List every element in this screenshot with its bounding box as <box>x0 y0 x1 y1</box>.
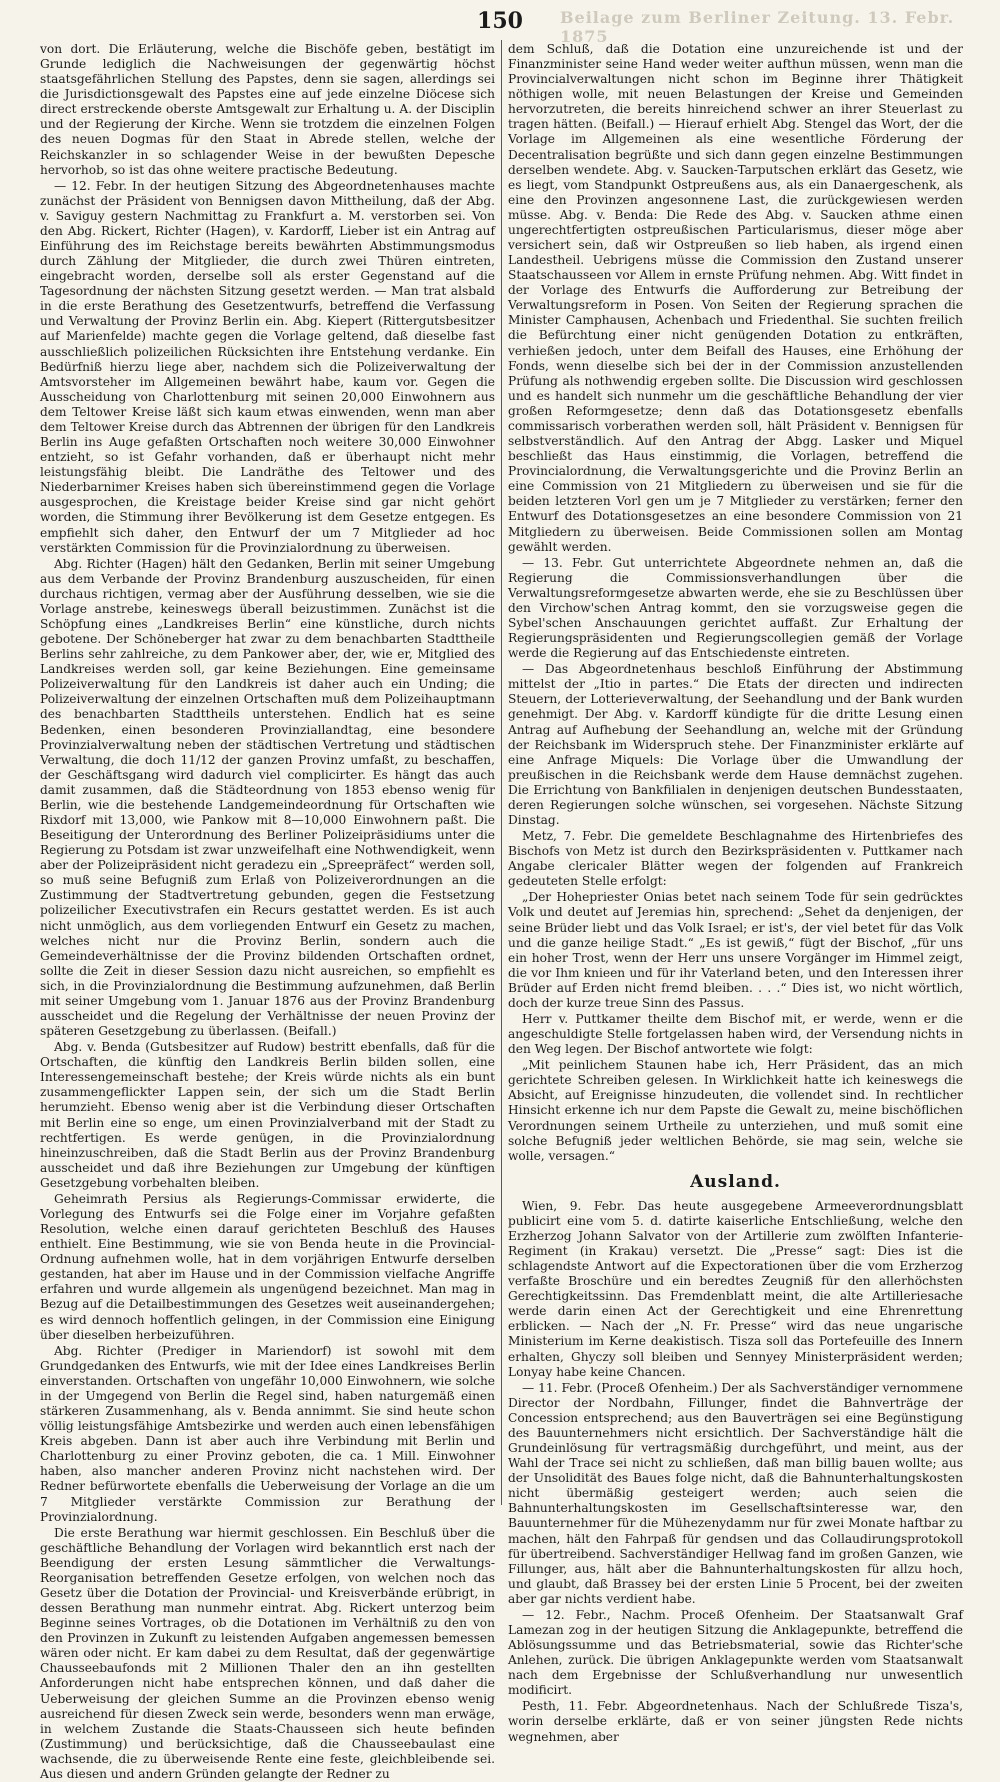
right-paragraph: — 13. Febr. Gut unterrichtete Abgeordnete nehmen an, daß die Regierung die Commissionsverhandlungen über die Verwaltungsreformgesetze abwarten werde, ehe sie zu Beschlüssen über den Virchow'schen Antrag kommt, den sie vorzugsweise gegen die Sybel'schen Anschauungen gerichtet auffaßt. Zur Erhaltung der Regierungspräsidenten und Regierungscollegien gemäß der Vorlage werde die Regierung auf das Entschiedenste eintreten. <box>508 555 963 661</box>
right-paragraph: Herr v. Puttkamer theilte dem Bischof mit, er werde, wenn er die angeschuldigte Stelle fortgelassen haben wird, der Versendung nichts in den Weg legen. Der Bischof antwortete wie folgt: <box>508 1012 963 1057</box>
right-paragraph: Metz, 7. Febr. Die gemeldete Beschlagnahme des Hirtenbriefes des Bischofs von Metz ist durch den Bezirkspräsidenten v. Puttkamer nach Angabe clericaler Blätter wegen der folgenden auf Frankreich gedeuteten Stelle erfolgt: <box>508 829 963 889</box>
left-paragraph: Abg. Richter (Prediger in Mariendorf) ist sowohl mit dem Grundgedanken des Entwurfs, wie mit der Idee eines Landkreises Berlin einverstanden. Ortschaften von ungefähr 10,000 Einwohnern, wie solche in der Umgegend von Berlin die Regel sind, haben naturgemäß einen stärkeren Zusammenhang, als v. Benda annimmt. Sie sind heute schon völlig leistungsfähige Amtsbezirke und werden auch einen lebensfähigen Kreis abgeben. Dann ist aber auch ihre Verbindung mit Berlin und Charlottenburg zu einer Provinz geboten, die ca. 1 Mill. Einwohner haben, also mancher anderen Provinz nicht nachstehen wird. Der Redner befürwortete ebenfalls die Ueberweisung der Vorlage an die um 7 Mitglieder verstärkte Commission zur Berathung der Provinzialordnung. <box>40 1343 495 1524</box>
right-column <box>508 42 963 1744</box>
right-paragraph: dem Schluß, daß die Dotation eine unzureichende ist und der Finanzminister seine Hand weder weiter aufthun müssen, wenn man die Provincialverwaltungen nicht schon im Beginne ihrer Thätigkeit nöthigen wolle, mit neuen Belastungen der Kreise und Gemeinden hervorzutreten, die bereits hinreichend schwer an ihrer Steuerlast zu tragen hätten. (Beifall.) — Hierauf erhielt Abg. Stengel das Wort, der die Vorlage im Allgemeinen als eine wesentliche Förderung der Decentralisation begrüßte und sich dann gegen einzelne Bestimmungen derselben wendete. Abg. v. Saucken-Tarputschen erklärt das Gesetz, wie es liegt, vom Standpunkt Ostpreußens aus, als ein Danaergeschenk, als eine den Provinzen angesonnene Last, die zurückgewiesen werden müsse. Abg. v. Benda: Die Rede des Abg. v. Saucken athme einen ungerechtfertigten ostpreußischen Particularismus, dieser möge aber versichert sein, daß wir Ostpreußen so lieb haben, als irgend einen Landestheil. Uebrigens müsse die Commission den Zustand unserer Staatschausseen vor Allem in ernste Prüfung nehmen. Abg. Witt findet in der Vorlage des Entwurfs die Aufforderung zur Betreibung der Verwaltungsreform in Posen. Von Seiten der Regierung sprachen die Minister Camphausen, Achenbach und Friedenthal. Sie suchten freilich die Befürchtung einer nicht genügenden Dotation zu entkräften, verhießen jedoch, unter dem Beifall des Hauses, eine Erhöhung der Fonds, wenn dieselbe sich bei der in der Commission anzustellenden Prüfung als nothwendig ergeben sollte. Die Discussion wird geschlossen und es handelt sich nunmehr um die geschäftliche Behandlung der vier großen Reformgesetze; denn daß das Dotationsgesetz ebenfalls commissarisch vorberathen werden soll, hält Präsident v. Bennigsen für selbstverständlich. Auf den Antrag der Abgg. Lasker und Miquel beschließt das Haus einstimmig, die Vorlagen, betreffend die Provincialordnung, die Verwaltungsgerichte und die Provinz Berlin an eine Commission von 21 Mitgliedern zu überweisen und sie für die beiden letzteren Vorl gen um je 7 Mitglieder zu verstärken; ferner den Entwurf des Dotationsgesetzes an eine besondere Commission von 21 Mitgliedern zu überweisen. Beide Commissionen sollen am Montag gewählt werden. <box>508 42 963 554</box>
section-heading-ausland: Ausland. <box>690 1171 781 1192</box>
ausland-paragraph: — 12. Febr., Nachm. Proceß Ofenheim. Der Staatsanwalt Graf Lamezan zog in der heutigen Sitzung die Anklagepunkte, betreffend die Ablösungssumme und das Betriebsmaterial, sowie das Richter'sche Anlehen, zurück. Die übrigen Anklagepunkte werden vom Staatsanwalt nach dem Ergebnisse der Schlußverhandlung nur unwesentlich modificirt. <box>508 1607 963 1698</box>
ausland-paragraph: — 11. Febr. (Proceß Ofenheim.) Der als Sachverständiger vernommene Director der Nordbahn, Fillunger, findet die Bahnverträge der Concession entsprechend; aus den Bauverträgen sei eine Begünstigung des Bauunternehmers nicht ersichtlich. Der Sachverständige hält die Grundeinlösung für vertragsmäßig durchgeführt, und meint, aus der Wahl der Trace sei nicht zu schließen, daß man billig bauen wollte; aus der Unsolidität des Baues folge nicht, daß die Bahnunterhaltungskosten nicht übermäßig gesteigert werden; auch seien die Bahnunterhaltungskosten im Gesellschaftsinteresse war, den Bauunternehmer für die Mühezenydamm nur für zwei Monate haftbar zu machen, hält den Fahrpaß für gendsen und das Collaudirungsprotokoll für übertreibend. Sachverständiger Hellwag fand im großen Ganzen, wie Fillunger, aus, hält aber die Bahnunterhaltungskosten für allzu hoch, und glaubt, daß Brassey bei der ersten Linie 5 Procent, bei der zweiten aber gar nichts verdient habe. <box>508 1380 963 1606</box>
left-paragraph: von dort. Die Erläuterung, welche die Bischöfe geben, bestätigt im Grunde lediglich die Nachweisungen der gegenwärtig höchst staatsgefährlichen Stellung des Papstes, denn sie sagen, allerdings sei die Jurisdictionsgewalt des Papstes eine auf jede einzelne Diöcese sich direct erstreckende oberste Amtsgewalt zur Erhaltung u. A. der Disciplin und der Regierung der Kirche. Wenn sie trotzdem die einzelnen Folgen des neuen Dogmas für den Staat in Abrede stellen, welche der Reichskanzler in so schlagender Weise in der bewußten Depesche hervorhob, so ist das ohne weitere practische Bedeutung. <box>40 42 495 177</box>
left-column <box>40 42 495 1781</box>
left-paragraph: Geheimrath Persius als Regierungs-Commissar erwiderte, die Vorlegung des Entwurfs sei die Folge einer im Vorjahre gefaßten Resolution, welche einen darauf gerichteten Beschluß des Hauses enthielt. Eine Bestimmung, wie sie von Benda heute in die Provincial-Ordnung aufnehmen wolle, hat in dem vorjährigen Entwurfe derselben gestanden, hat aber im Hause und in der Commission vielfache Angriffe erfahren und wurde allgemein als ungenügend bezeichnet. Man mag in Bezug auf die Detailbestimmungen des Gesetzes weit auseinandergehen; es wird dennoch hoffentlich gelingen, in der Commission eine Einigung über dieselben herbeizuführen. <box>40 1191 495 1342</box>
left-paragraph: Abg. v. Benda (Gutsbesitzer auf Rudow) bestritt ebenfalls, daß für die Ortschaften, die künftig den Landkreis Berlin bilden sollen, eine Interessengemeinschaft bestehe; der Kreis würde nichts als ein bunt zusammengeflickter Lappen sein, der sich um die Stadt Berlin herumzieht. Ebenso wenig aber ist die Verbindung dieser Ortschaften mit Berlin eine so enge, um einen Provinzialverband mit der Stadt zu rechtfertigen. Es werde genügen, in die Provinzialordnung hineinzuschreiben, daß die Stadt Berlin aus der Provinz Brandenburg ausscheidet und daß ihre Beziehungen zur Umgebung der künftigen Gesetzgebung vorbehalten bleiben. <box>40 1040 495 1190</box>
left-paragraph: Abg. Richter (Hagen) hält den Gedanken, Berlin mit seiner Umgebung aus dem Verbande der Provinz Brandenburg auszuscheiden, für einen durchaus richtigen, vermag aber der Ausführung desselben, wie sie die Vorlage anstrebe, keineswegs überall beizustimmen. Zunächst ist die Schöpfung eines „Landkreises Berlin“ eine künstliche, durch nichts gebotene. Der Schöneberger hat zwar zu dem benachbarten Stadttheile Berlins sehr zahlreiche, zu dem Pankower aber, der, wie er, Mitglied des Landkreises werden soll, gar keine Beziehungen. Eine gemeinsame Polizeiverwaltung für den Landkreis ist daher auch ein Unding; die Polizeiverwaltung der einzelnen Ortschaften muß dem Polizeihauptmann des benachbarten Stadttheils unterstehen. Endlich hat es seine Bedenken, einen besonderen Provinziallandtag, eine besondere Provinzialverwaltung neben der städtischen Vertretung und städtischen Verwaltung, die doch 11/12 der ganzen Provinz umfaßt, zu beschaffen, der Geschäftsgang wird dadurch viel complicirter. Es hängt das auch damit zusammen, daß die Städteordnung von 1853 ebenso wenig für Berlin, wie die bestehende Landgemeindeordnung für Ortschaften wie Rixdorf mit 13,000, wie Pankow mit 8—10,000 Einwohnern paßt. Die Beseitigung der Unterordnung des Berliner Polizeipräsidiums unter die Regierung zu Potsdam ist zwar unzweifelhaft eine Nothwendigkeit, wenn aber der Polizeipräsident nicht geradezu ein „Spreepräfect“ werden soll, so muß seine Befugniß zum Erlaß von Polizeiverordnungen an die Zustimmung der Stadtvertretung gebunden, gegen die Festsetzung polizeilicher Executivstrafen ein Recurs gestattet werden. Es ist auch nicht unmöglich, aus dem vorliegenden Entwurf ein Gesetz zu machen, welches nicht nur die Provinz Berlin, sondern auch die Gemeindeverhältnisse der die Provinz bildenden Ortschaften ordnet, sollte die Zeit in dieser Session dazu nicht ausreichen, so empfiehlt es sich, in die Provinzialordnung die Bestimmung aufzunehmen, daß Berlin mit seiner Umgebung vom 1. Januar 1876 aus der Provinz Brandenburg ausscheidet und die Regelung der Verhältnisse der neuen Provinz der späteren Gesetzgebung zu überlassen. (Beifall.) <box>40 556 495 1039</box>
header-ghost-text: Beilage zum Berliner Zeitung. 13. Febr. 1875 <box>560 8 955 46</box>
right-paragraph: „Der Hohepriester Onias betet nach seinem Tode für sein gedrücktes Volk und deutet auf Jeremias hin, sprechend: „Sehet da denjenigen, der seine Brüder liebt und das Volk Israel; er ist's, der viel betet für das Volk und die ganze heilige Stadt.“ „Es ist gewiß,“ fügt der Bischof, „für uns ein hoher Trost, wenn der Herr uns unsere Vorgänger im Himmel zeigt, die vor Ihm knieen und für ihr Vaterland beten, und den Interessen ihrer Brüder auf Erden nicht fremd bleiben. . . .“ Dies ist, wo nicht wörtlich, doch der kurze treue Sinn des Passus. <box>508 890 963 1010</box>
column-divider <box>501 40 502 1505</box>
left-paragraph: — 12. Febr. In der heutigen Sitzung des Abgeordnetenhauses machte zunächst der Präsident von Bennigsen davon Mittheilung, daß der Abg. v. Saviguy gestern Nachmittag zu Frankfurt a. M. verstorben sei. Von den Abg. Rickert, Richter (Hagen), v. Kardorff, Lieber ist ein Antrag auf Einführung des im Reichstage bereits bewährten Abstimmungsmodus durch Zählung der Mitglieder, die durch zwei Thüren eintreten, eingebracht worden, derselbe soll als erster Gegenstand auf die Tagesordnung der nächsten Sitzung gesetzt werden. — Man trat alsbald in die erste Berathung des Gesetzentwurfs, betreffend die Verfassung und Verwaltung der Provinz Berlin ein. Abg. Kiepert (Rittergutsbesitzer auf Marienfelde) machte gegen die Vorlage geltend, daß dieselbe fast ausschließlich polizeilichen Rücksichten ihre Entstehung verdanke. Ein Bedürfniß hierzu liege aber, nachdem sich die Polizeiverwaltung der Amtsvorsteher im Allgemeinen bewährt habe, kaum vor. Gegen die Ausscheidung von Charlottenburg mit seinen 20,000 Einwohnern aus dem Teltower Kreise läßt sich kaum etwas einwenden, wenn man aber dem Teltower Kreise durch das Abtrennen der übrigen für den Landkreis Berlin ins Auge gefaßten Ortschaften noch weitere 30,000 Einwohner entzieht, so ist Gefahr vorhanden, daß er überhaupt nicht mehr leistungsfähig bleibt. Die Landräthe des Teltower und des Niederbarnimer Kreises haben sich übereinstimmend gegen die Vorlage ausgesprochen, die Kreistage beider Kreise sind gar nicht gehört worden, die Stimmung ihrer Bevölkerung ist dem Gesetze entgegen. Es empfiehlt sich daher, den Entwurf der um 7 Mitglieder ad hoc verstärkten Commission für die Provinzialordnung zu überweisen. <box>40 178 495 555</box>
page-number: 150 <box>477 8 523 34</box>
left-paragraph: Die erste Berathung war hiermit geschlossen. Ein Beschluß über die geschäftliche Behandlung der Vorlagen wird bekanntlich erst nach der Beendigung der ersten Lesung sämmtlicher die Verwaltungs-Reorganisation betreffenden Gesetze erfolgen, von welchen noch das Gesetz über die Dotation der Provincial- und Kreisverbände erübrigt, in dessen Berathung man nunmehr eintrat. Abg. Rickert unterzog beim Beginne seines Vortrages, ob die Dotationen im Verhältniß zu den von den Provinzen in Zukunft zu leistenden Aufgaben angemessen bemessen wären oder nicht. Er kam dabei zu dem Resultat, daß der gegenwärtige Chausseebaufonds mit 2 Millionen Thaler den an ihn gestellten Anforderungen nicht habe entsprechen können, und daß daher die Ueberweisung der gleichen Summe an die Provinzen ebenso wenig ausreichend für diesen Zweck sein werde, besonders wenn man erwäge, in welchem Zustande die Staats-Chausseen sich heute befinden (Zustimmung) und berücksichtige, daß die Chausseebaulast eine wachsende, die zu überweisende Rente eine feste, gleichbleibende sei. Aus diesen und andern Gründen gelangte der Redner zu <box>40 1525 495 1781</box>
right-paragraph: „Mit peinlichem Staunen habe ich, Herr Präsident, das an mich gerichtete Schreiben gelesen. In Wirklichkeit hatte ich keineswegs die Absicht, auf Ereignisse hinzudeuten, die vollendet sind. In rechtlicher Hinsicht erkenne ich nur dem Papste die Gewalt zu, meine bischöflichen Verordnungen seinem Urtheile zu unterziehen, und muß somit eine solche Befugniß jeder weltlichen Behörde, sie mag sein, welche sie wolle, versagen.“ <box>508 1058 963 1163</box>
right-paragraph: — Das Abgeordnetenhaus beschloß Einführung der Abstimmung mittelst der „Itio in partes.“ Die Etats der directen und indirecten Steuern, der Lotterieverwaltung, der Seehandlung und der Bank wurden genehmigt. Der Abg. v. Kardorff kündigte für die dritte Lesung einen Antrag auf Aufhebung der Seehandlung an, welche mit der Gründung der Reichsbank im Widerspruch stehe. Der Finanzminister erklärte auf eine Anfrage Miquels: Die Vorlage über die Umwandlung der preußischen in die Reichsbank werde dem Hause demnächst zugehen. Die Errichtung von Bankfilialen in denjenigen deutschen Bundesstaaten, deren Regierungen solche wünschen, sei vorgesehen. Nächste Sitzung Dinstag. <box>508 662 963 827</box>
ausland-paragraph: Pesth, 11. Febr. Abgeordnetenhaus. Nach der Schlußrede Tisza's, worin derselbe erklärte, daß er von seiner jüngsten Rede nichts wegnehmen, aber <box>508 1699 963 1744</box>
ausland-paragraph: Wien, 9. Febr. Das heute ausgegebene Armeeverordnungsblatt publicirt eine vom 5. d. datirte kaiserliche Entschließung, welche den Erzherzog Johann Salvator von der Artillerie zum zwölften Infanterie-Regiment (in Krakau) versetzt. Die „Presse“ sagt: Dies ist die schlagendste Antwort auf die Expectorationen über die vom Erzherzog verfaßte Broschüre und ein beredtes Zeugniß für den allerhöchsten Gerechtigkeitssinn. Das Fremdenblatt meint, die alte Artilleriesache werde darin einen Act der Gerechtigkeit und eine Ehrenrettung erblicken. — Nach der „N. Fr. Presse“ wird das neue ungarische Ministerium im Kerne deakistisch. Tisza soll das Portefeuille des Innern erhalten, Ghyczy soll bleiben und Sennyey Ministerpräsident werden; Lonyay habe keine Chancen. <box>508 1198 963 1379</box>
